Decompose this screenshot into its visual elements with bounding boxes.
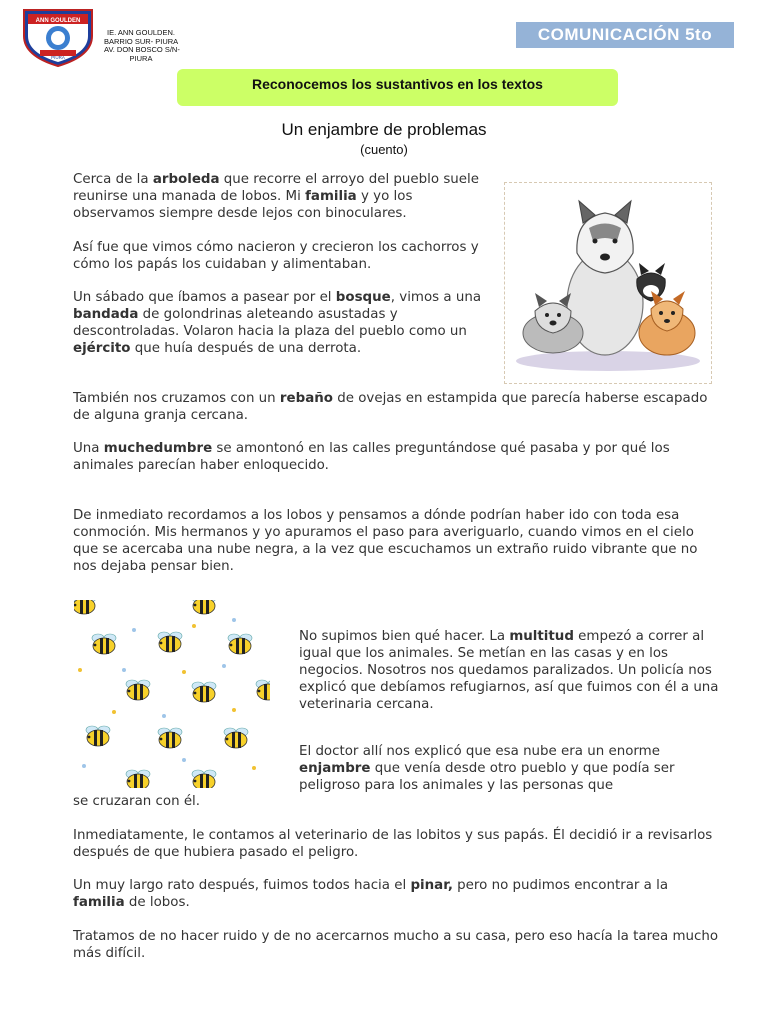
text-run: de golondrinas aleteando asustadas y descontroladas. Volaron hacia la plaza del pueblo como un <box>73 306 467 339</box>
bold-noun: enjambre <box>299 760 371 776</box>
bold-noun: pinar, <box>410 878 453 893</box>
text-run: De inmediato recordamos a los lobos y pensamos a dónde podrían haber ido con toda esa conmoción. Mis hermanos y yo apuramos el paso para averiguarlo, cuando vimos en el cielo que se acercaba una nube negra, a la vez que escuchamos un extraño ruido vibrante que no nos dejaba pensar bien. <box>73 508 698 574</box>
text-run: Un sábado que íbamos a pasear por el <box>73 290 336 305</box>
text-run: que venía desde otro pueblo y que podía ser peligroso para los animales y las personas que <box>299 760 675 793</box>
bee-icon <box>86 726 110 746</box>
bold-noun: arboleda <box>152 172 220 187</box>
bee-icon <box>228 634 252 654</box>
bold-noun: bosque <box>335 290 391 305</box>
bees-pattern-image <box>74 600 270 788</box>
dot-decoration <box>82 764 86 768</box>
text-run: de lobos. <box>124 894 190 910</box>
paragraph <box>73 172 483 223</box>
story-subtitle: (cuento) <box>360 142 408 157</box>
dot-decoration <box>122 668 126 672</box>
bold-noun: ejército <box>73 340 131 356</box>
text-run: se amontonó en las calles preguntándose qué pasaba y por qué los animales parecían haber enloquecido. <box>73 441 670 473</box>
bee-icon <box>256 680 270 700</box>
text-run: y yo los observamos siempre desde lejos con binoculares. <box>73 188 413 221</box>
text-run: Así fue que vimos cómo nacieron y crecieron los cachorros y cómo los papás los cuidaban y alimentaban. <box>73 240 479 272</box>
bold-noun: bandada <box>73 306 139 322</box>
wolf-family-image <box>504 182 712 384</box>
text-run: No supimos bien qué hacer. La <box>299 629 510 644</box>
text-run: Un muy largo rato después, fuimos todos hacia el <box>73 878 411 893</box>
paragraph <box>73 878 723 912</box>
bold-noun: familia <box>305 188 357 204</box>
dot-decoration <box>222 664 226 668</box>
story-title: Un enjambre de problemas <box>281 120 487 139</box>
paragraph <box>73 240 483 274</box>
dot-decoration <box>132 628 136 632</box>
bold-noun: familia <box>73 894 125 910</box>
paragraph <box>73 929 723 963</box>
logo-top-text: ANN GOULDEN <box>35 18 81 24</box>
dot-decoration <box>182 758 186 762</box>
dot-decoration <box>252 766 256 770</box>
bold-noun: rebaño <box>279 391 333 406</box>
logo-bottom-text: PIURA <box>51 55 65 60</box>
bee-icon <box>126 680 150 700</box>
dot-decoration <box>162 714 166 718</box>
dot-decoration <box>192 624 196 628</box>
paragraph <box>73 828 723 862</box>
bee-icon <box>74 600 96 614</box>
bold-noun: muchedumbre <box>103 441 213 456</box>
dot-decoration <box>232 708 236 712</box>
school-address <box>104 29 178 63</box>
dot-decoration <box>78 668 82 672</box>
paragraph <box>299 629 723 714</box>
school-line: AV. DON BOSCO S/N- <box>104 45 180 55</box>
text-run: empezó a correr al igual que los animales. Se metían en las casas y en los negocios. Nosotros nos quedamos paralizados. Un policía nos explicó que debíamos refugiarnos, así que fuimos con él a una veterinaria cercana. <box>299 629 719 712</box>
text-run: , vimos a una <box>390 290 482 305</box>
bold-noun: multitud <box>509 629 574 644</box>
text-run: que recorre el arroyo del pueblo suele reunirse una manada de lobos. Mi <box>73 172 479 204</box>
bee-icon <box>126 770 150 788</box>
bee-icon <box>192 770 216 788</box>
wolf-illustration <box>505 183 711 383</box>
dot-decoration <box>182 670 186 674</box>
school-logo <box>20 6 96 68</box>
subject-badge: COMUNICACIÓN 5to <box>516 22 734 48</box>
school-line: IE. ANN GOULDEN. <box>107 28 175 37</box>
bee-icon <box>192 682 216 702</box>
school-line: PIURA <box>129 53 153 63</box>
paragraph <box>73 391 723 425</box>
text-run: Una <box>73 441 104 456</box>
text-run: pero no pudimos encontrar a la <box>452 878 669 893</box>
text-run: de ovejas en estampida que parecía haberse escapado de alguna granja cercana. <box>73 391 708 423</box>
text-run: También nos cruzamos con un <box>73 391 280 406</box>
paragraph <box>299 744 723 795</box>
text-run: Cerca de la <box>73 172 153 187</box>
bee-icon <box>92 634 116 654</box>
paragraph <box>73 508 723 576</box>
dot-decoration <box>232 618 236 622</box>
bee-icon <box>158 632 182 652</box>
text-run: Inmediatamente, le contamos al veterinario de las lobitos y sus papás. Él decidió ir a revisarlos después de que hubiera pasado el peligro. <box>73 828 713 860</box>
text-run: que huía después de una derrota. <box>130 340 362 356</box>
dot-decoration <box>112 710 116 714</box>
school-line: BARRIO SUR- PIURA <box>104 36 179 46</box>
bee-icon <box>158 728 182 748</box>
bee-icon <box>224 728 248 748</box>
topic-banner: Reconocemos los sustantivos en los textos <box>177 69 618 106</box>
text-run: El doctor allí nos explicó que esa nube era un enorme <box>299 744 660 759</box>
paragraph <box>73 290 483 358</box>
paragraph-tail: se cruzaran con él. <box>73 794 201 809</box>
paragraph <box>73 441 723 475</box>
text-run: Tratamos de no hacer ruido y de no acercarnos mucho a su casa, pero eso hacía la tarea mucho más difícil. <box>73 929 719 961</box>
bee-icon <box>192 600 216 614</box>
